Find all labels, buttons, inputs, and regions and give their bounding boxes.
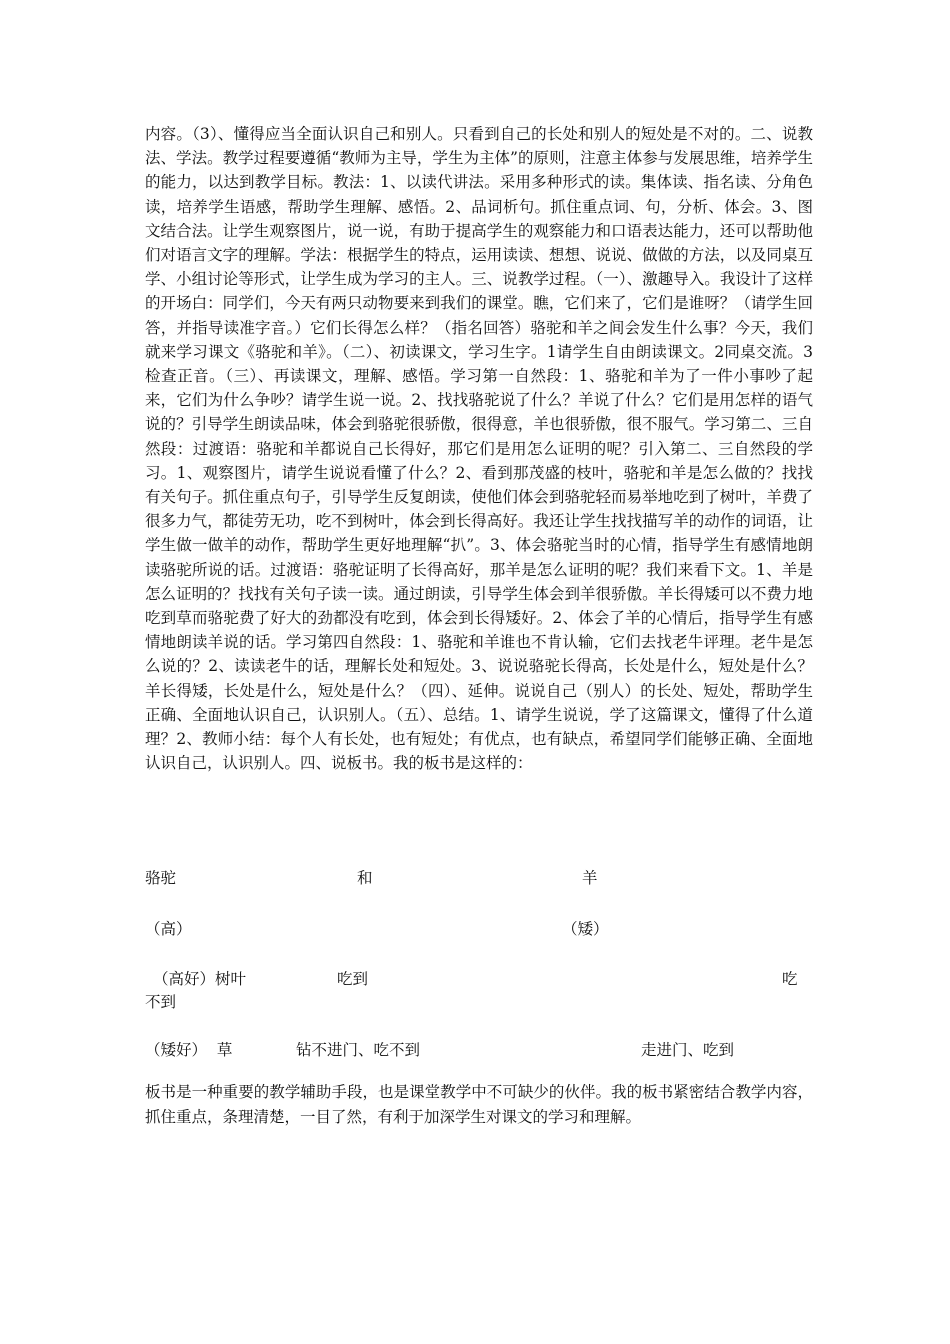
board-short: （矮）	[562, 920, 609, 938]
board-sheep-cannot: 不到	[145, 993, 177, 1011]
board-tall: （高）	[145, 920, 192, 938]
closing-paragraph: 板书是一种重要的教学辅助手段，也是课堂教学中不可缺少的伙伴。我的板书紧密结合教学内容，抓住重点，条理清楚，一目了然，有利于加深学生对课文的学习和理解。	[145, 1083, 813, 1126]
board-camel-cannot-enter: 钻不进门、吃不到	[296, 1041, 421, 1059]
board-sheep-eat: 吃	[782, 970, 798, 988]
board-camel-eats: 吃到	[337, 970, 369, 988]
board-sheep: 羊	[582, 869, 598, 887]
lesson-body-paragraph: 内容。（3）、懂得应当全面认识自己和别人。只看到自己的长处和别人的短处是不对的。二、说教法、学法。教学过程要遵循“教师为主导，学生为主体”的原则，注意主体参与发展思维，培养学生的能力，以达到教学目标。教法：1、以读代讲法。采用多种形式的读。集体读、指名读、分角色读，培养学生语感，帮助学生理解、感悟。2、品词析句。抓住重点词、句，分析、体会。3、图文结合法。让学生观察图片，说一说，有助于提高学生的观察能力和口语表达能力，还可以帮助他们对语言文字的理解。学法：根据学生的特点，运用读读、想想、说说、做做的方法，以及同桌互学、小组讨论等形式，让学生成为学习的主人。三、说教学过程。（一）、激趣导入。我设计了这样的开场白：同学们，今天有两只动物要来到我们的课堂。瞧，它们来了，它们是谁呀？（请学生回答，并指导读准字音。）它们长得怎么样？（指名回答）骆驼和羊之间会发生什么事？今天，我们就来学习课文《骆驼和羊》。（二）、初读课文，学习生字。1请学生自由朗读课文。2同桌交流。3检查正音。（三）、再读课文，理解、感悟。学习第一自然段：1、骆驼和羊为了一件小事吵了起来，它们为什么争吵？请学生说一说。2、找找骆驼说了什么？羊说了什么？它们是用怎样的语气说的？引导学生朗读品味，体会到骆驼很骄傲，很得意，羊也很骄傲，很不服气。学习第二、三自然段：过渡语：骆驼和羊都说自己长得好，那它们是用怎么证明的呢？引入第二、三自然段的学习。1、观察图片，请学生说说看懂了什么？2、看到那茂盛的枝叶，骆驼和羊是怎么做的？找找有关句子。抓住重点句子，引导学生反复朗读，使他们体会到骆驼轻而易举地吃到了树叶，羊费了很多力气，都徒劳无功，吃不到树叶，体会到长得高好。我还让学生找找描写羊的动作的词语，让学生做一做羊的动作，帮助学生更好地理解“扒”。3、体会骆驼当时的心情，指导学生有感情地朗读骆驼所说的话。过渡语：骆驼证明了长得高好，那羊是怎么证明的呢？我们来看下文。1、羊是怎么证明的？找找有关句子读一读。通过朗读，引导学生体会到羊很骄傲。羊长得矮可以不费力地吃到草而骆驼费了好大的劲都没有吃到，体会到长得矮好。2、体会了羊的心情后，指导学生有感情地朗读羊说的话。学习第四自然段：1、骆驼和羊谁也不肯认输，它们去找老牛评理。老牛是怎么说的？2、读读老牛的话，理解长处和短处。3、说说骆驼长得高，长处是什么，短处是什么？羊长得矮，长处是什么，短处是什么？（四）、延伸。说说自己（别人）的长处、短处，帮助学生正确、全面地认识自己，认识别人。（五）、总结。1、请学生说说，学了这篇课文，懂得了什么道理？2、教师小结：每个人有长处，也有短处；有优点，也有缺点，希望同学们能够正确、全面地认识自己，认识别人。四、说板书。我的板书是这样的：	[145, 125, 813, 773]
board-and: 和	[357, 869, 373, 887]
board-sheep-enters: 走进门、吃到	[641, 1041, 735, 1059]
board-camel: 骆驼	[145, 869, 177, 887]
blackboard-layout	[145, 866, 813, 1076]
board-tall-good-leaves: （高好）树叶	[153, 970, 247, 988]
board-short-good-grass: （矮好） 草	[145, 1041, 233, 1059]
